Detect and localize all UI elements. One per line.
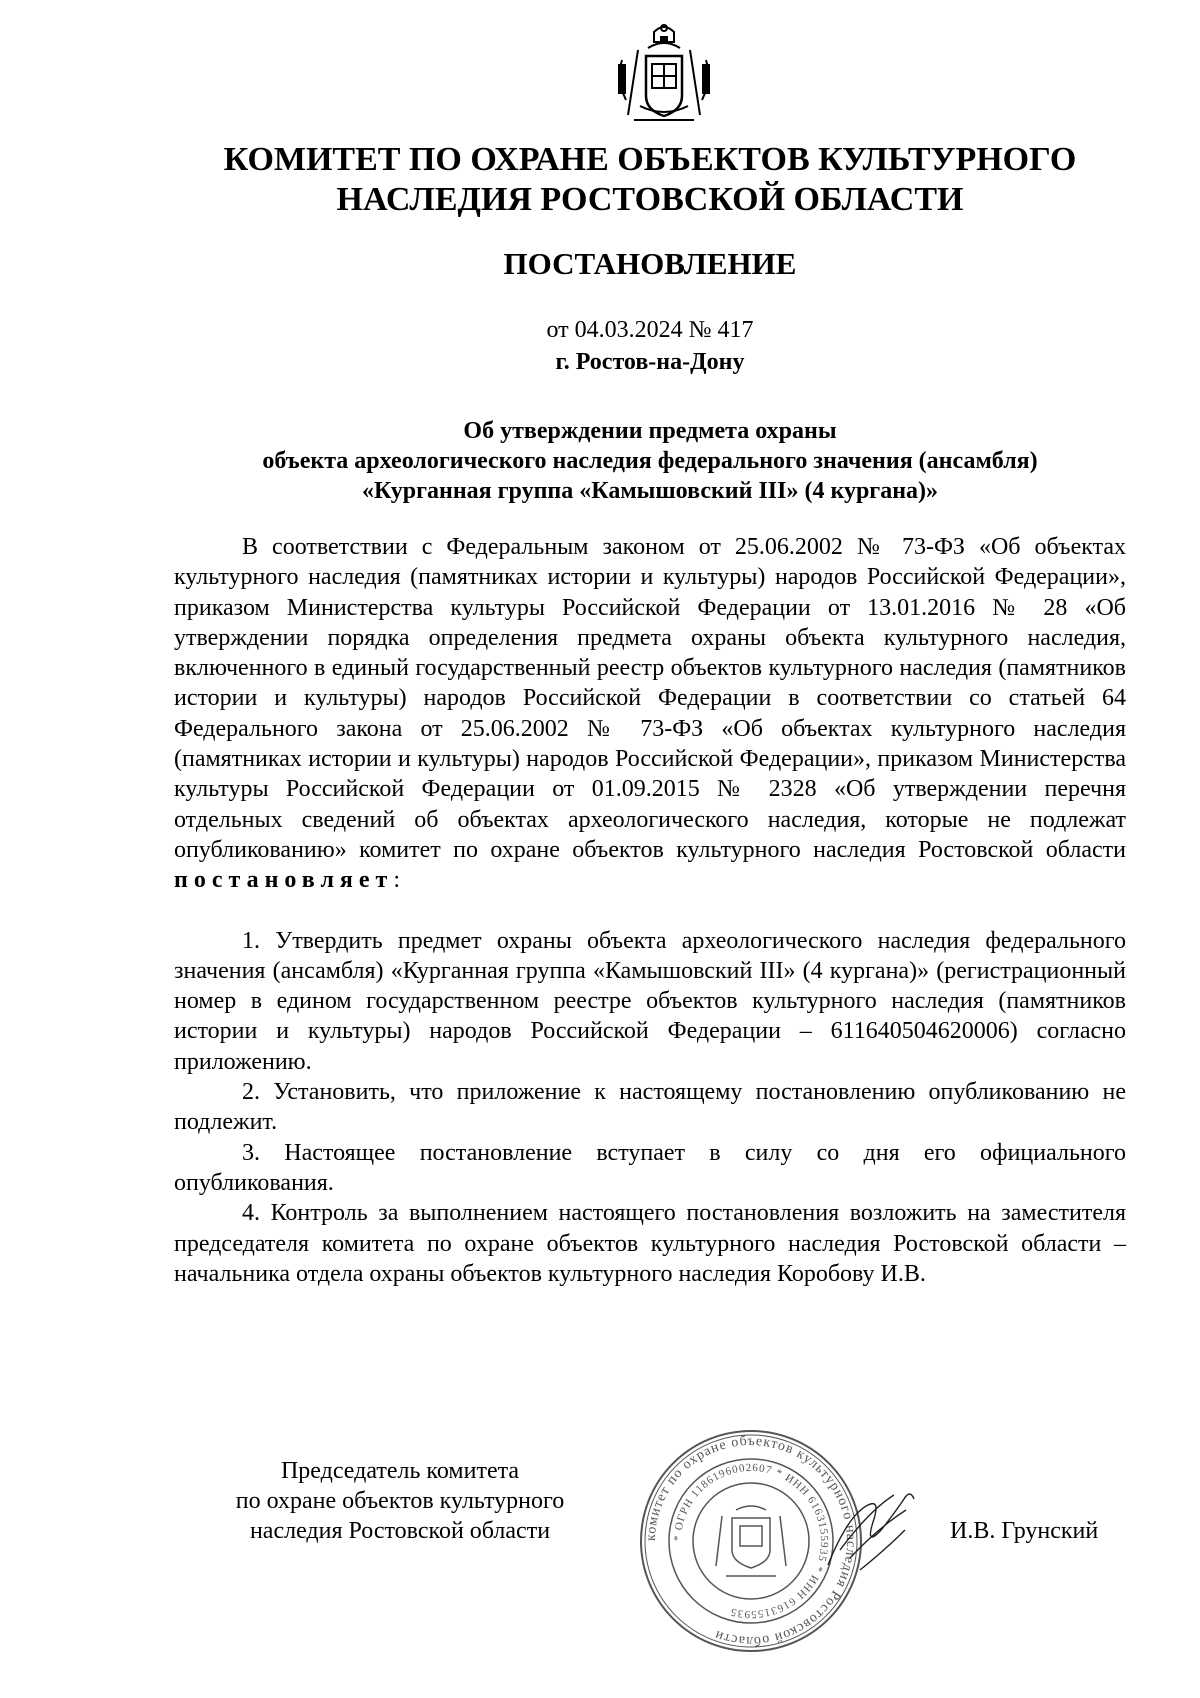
resolution-verb: постановляет bbox=[174, 867, 394, 894]
resolution-item-1: 1. Утвердить предмет охраны объекта археологического наследия федерального значения (ансамбля) «Курганная группа «Камышовский III» (4 кургана)» (регистрационный номер в едином государственном реестре объектов культурного наследия (памятников истории и культуры) народов Российской Федерации – 611640504620006) согласно приложению. bbox=[174, 927, 1126, 1075]
document-body bbox=[174, 532, 1126, 1289]
preamble-paragraph bbox=[174, 532, 1126, 896]
organization-title-line1: КОМИТЕТ ПО ОХРАНЕ ОБЪЕКТОВ КУЛЬТУРНОГО bbox=[223, 141, 1077, 178]
signatory-position-line2: по охране объектов культурного bbox=[235, 1488, 565, 1514]
document-date-number: от 04.03.2024 № 417 bbox=[546, 317, 754, 343]
resolution-item-3: 3. Настоящее постановление вступает в силу со дня его официального опубликования. bbox=[174, 1139, 1126, 1196]
organization-title bbox=[175, 140, 1125, 220]
subject-line3: «Курганная группа «Камышовский III» (4 кургана)» bbox=[361, 478, 939, 504]
subject-line1: Об утверждении предмета охраны bbox=[463, 418, 837, 444]
handwritten-signature bbox=[820, 1470, 930, 1590]
organization-title-line2: НАСЛЕДИЯ РОСТОВСКОЙ ОБЛАСТИ bbox=[336, 181, 964, 218]
signatory-name: И.В. Грунский bbox=[950, 1518, 1099, 1544]
preamble-text: В соответствии с Федеральным законом от 25.06.2002 № 73-ФЗ «Об объектах культурного наследия (памятниках истории и культуры) народов Российской Федерации», приказом Министерства культуры Российской Федерации от 13.01.2016 № 28 «Об утверждении порядка определения предмета охраны объекта культурного наследия, включенного в единый государственный реестр объектов культурного наследия (памятников истории и культуры) народов Российской Федерации в соответствии со статьей 64 Федерального закона от 25.06.2002 № 73-ФЗ «Об объектах культурного наследия (памятниках истории и культуры) народов Российской Федерации», приказом Министерства культуры Российской Федерации от 01.09.2015 № 2328 «Об утверждении перечня отдельных сведений об объектах археологического наследия, которые не подлежат опубликованию» комитет по охране объектов культурного наследия Ростовской области bbox=[174, 534, 1126, 863]
resolution-item-2: 2. Установить, что приложение к настоящему постановлению опубликованию не подлежит. bbox=[174, 1079, 1126, 1136]
document-subject bbox=[175, 416, 1125, 506]
document-type: ПОСТАНОВЛЕНИЕ bbox=[503, 246, 797, 281]
coat-of-arms-icon bbox=[608, 20, 720, 128]
document-place: г. Ростов-на-Дону bbox=[555, 349, 745, 375]
signatory-position bbox=[190, 1456, 610, 1546]
resolution-item-4: 4. Контроль за выполнением настоящего постановления возложить на заместителя председателя комитета по охране объектов культурного наследия Ростовской области – начальника отдела охраны объектов культурного наследия Коробову И.В. bbox=[174, 1200, 1126, 1287]
signatory-position-line3: наследия Ростовской области bbox=[249, 1518, 551, 1544]
preamble-ending: : bbox=[393, 867, 400, 894]
subject-line2: объекта археологического наследия федерального значения (ансамбля) bbox=[262, 448, 1038, 474]
signatory-position-line1: Председатель комитета bbox=[280, 1458, 520, 1484]
svg-text:комитет по охране объектов кул: комитет по охране объектов культурного наследия Ростовской области bbox=[643, 1433, 859, 1649]
svg-text:* ОГРН 1186196002607 * ИНН 616: * ОГРН 1186196002607 * ИНН 6163155935 * ИНН 6163155935 bbox=[671, 1461, 831, 1621]
